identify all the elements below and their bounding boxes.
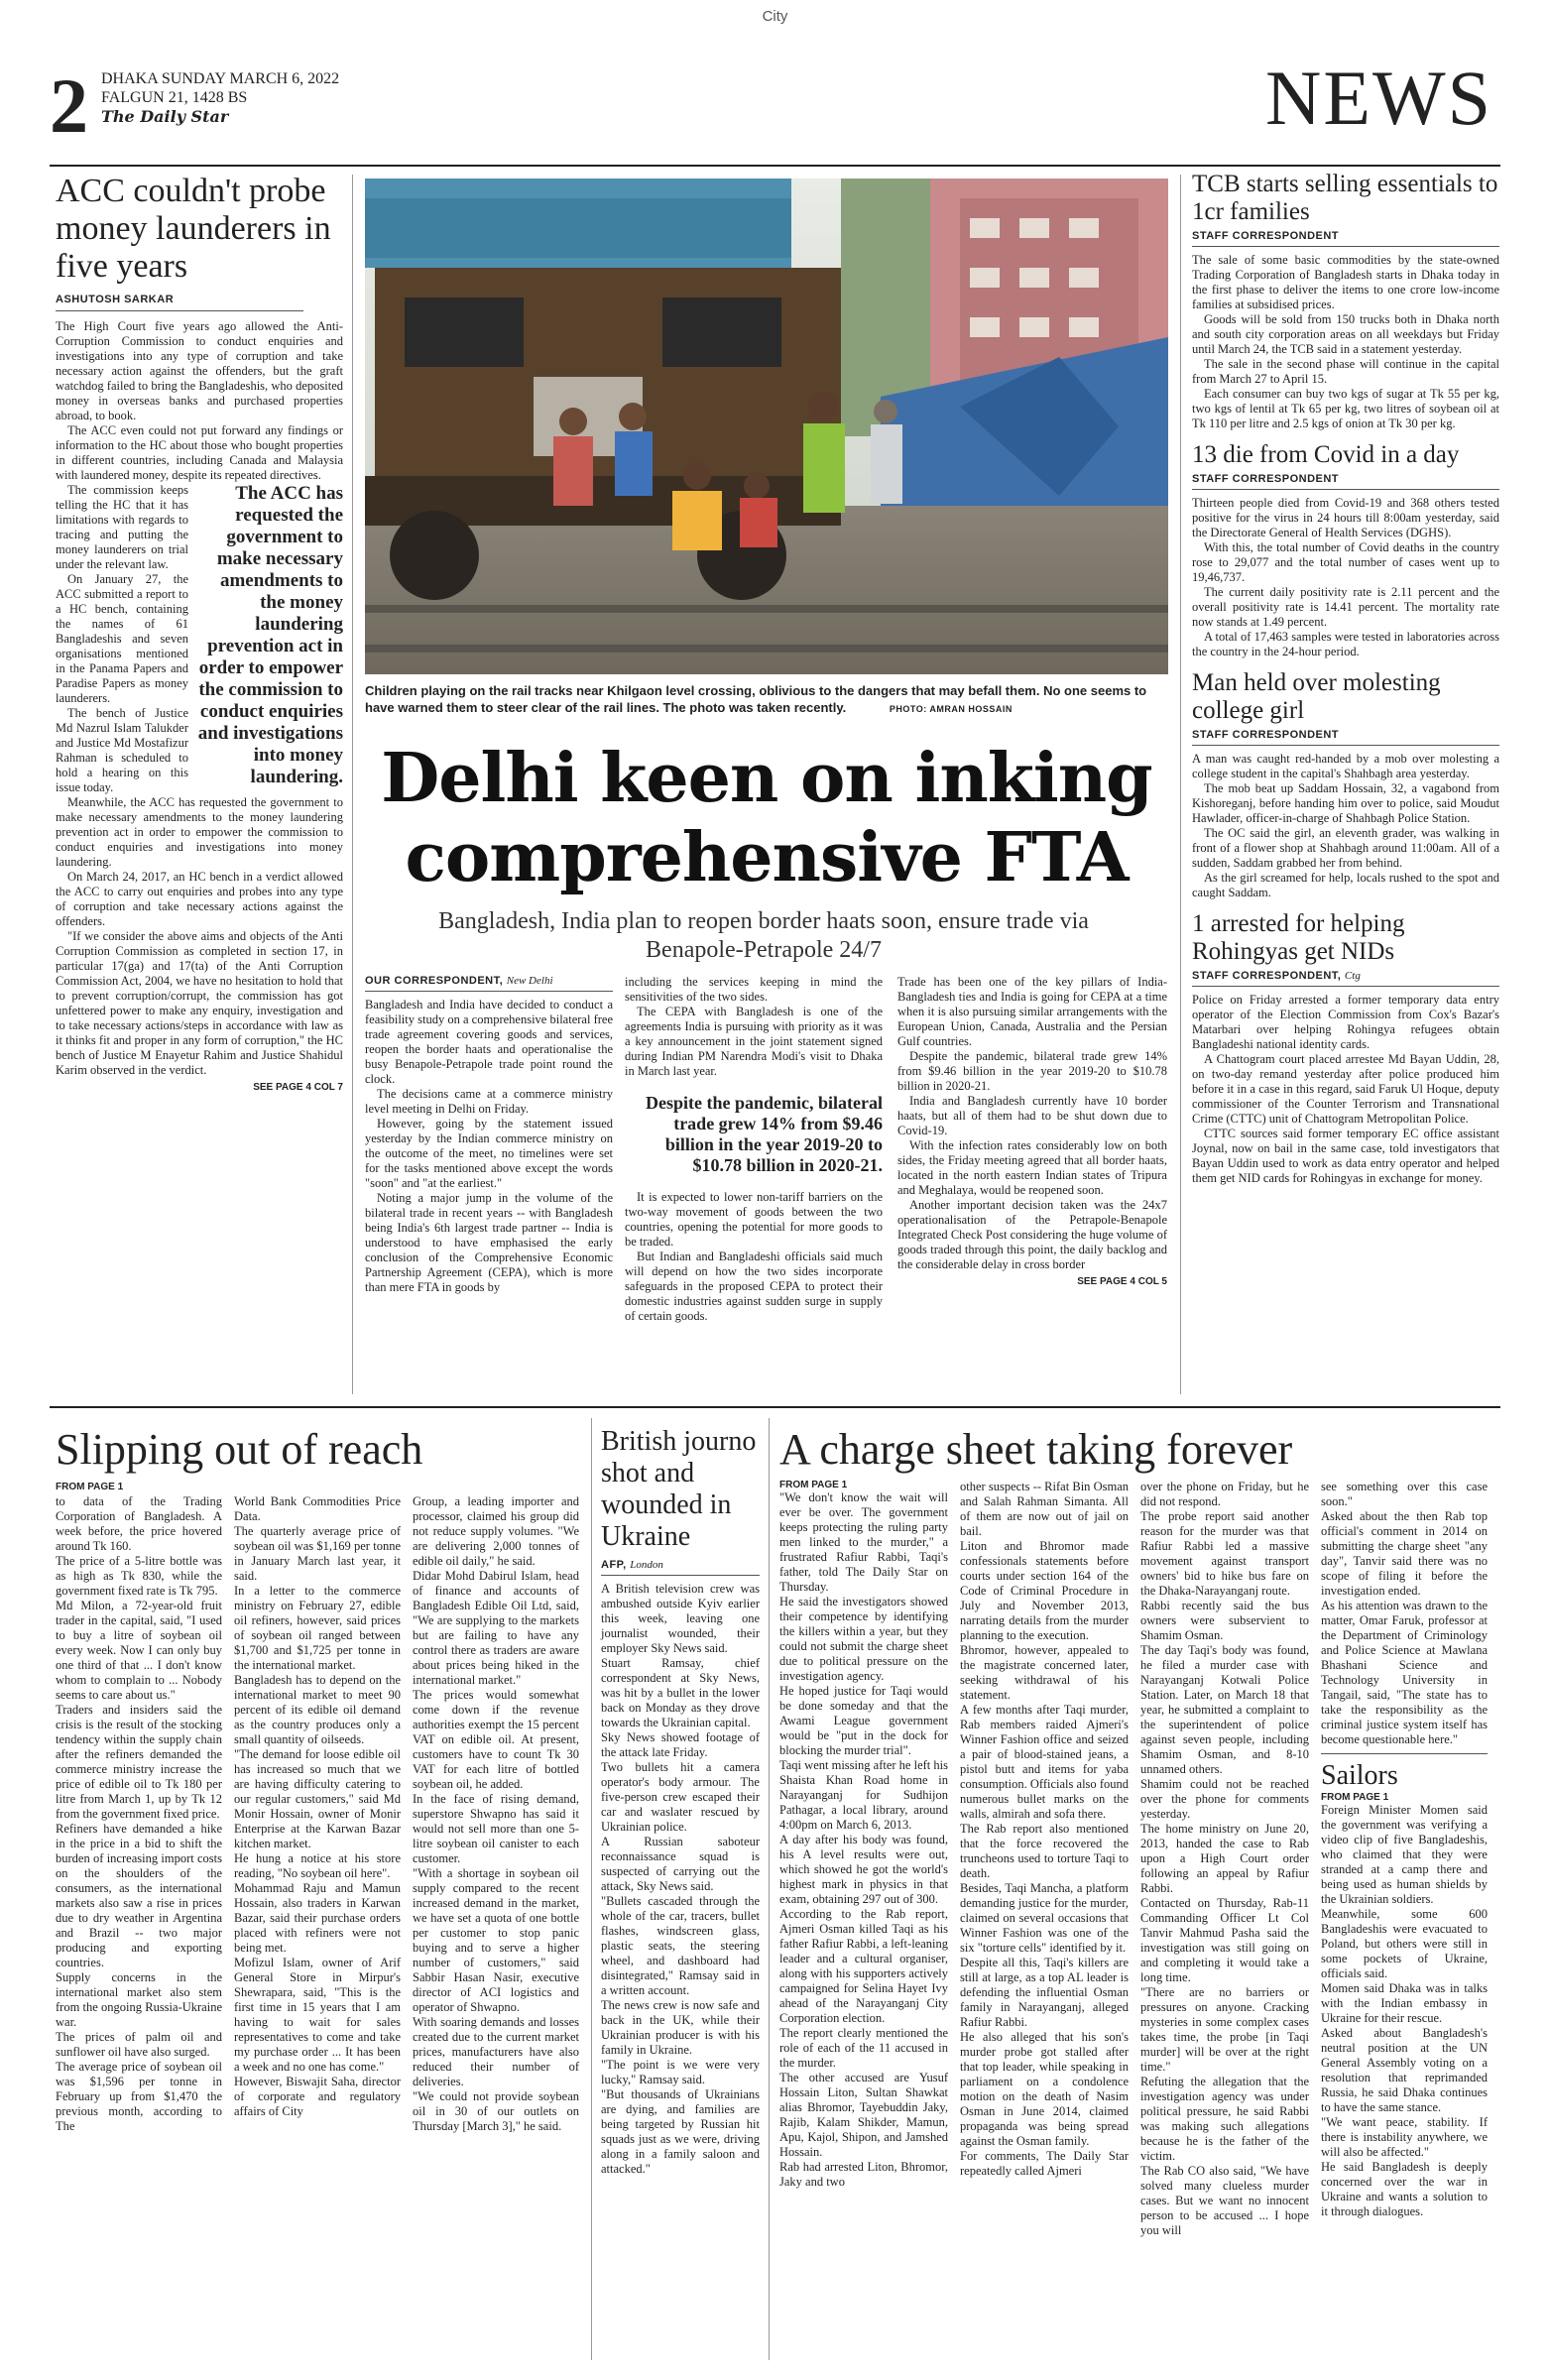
paragraph: The ACC even could not put forward any findings or information to the HC about those who bought properties in different countries, including Canada and Malaysia with laundered money, despite its repeated directives. <box>56 423 343 482</box>
byline-rule <box>601 1575 760 1576</box>
sailors-body: Foreign Minister Momen said the government was verifying a video clip of five Bangladeshis, who claimed that they were stranded at a camp there and being used as human shields by the Ukrainian soldiers. Meanwhile, some 600 Bangladeshis were evacuated to Poland, but others were still in some pockets of Ukraine, officials said. Momen said Dhaka was in talks with the Indian embassy in Ukraine for their rescue. Asked about Bangladesh's neutral position at the UN General Assembly voting on a resolution that reprimanded Russia, he said Dhaka continues to have the same stance. "We want peace, stability. If there is instability anywhere, we will also be affected." He said Bangladesh is deeply concerned over the war in Ukraine and wants a solution to it through dialogues. <box>1321 1803 1488 2218</box>
paragraph: The sale of some basic commodities by the state-owned Trading Corporation of Bangladesh starts in Dhaka today in the first phase to deliver the items to one crore low-income families at subsidised prices. <box>1192 253 1499 311</box>
reach-headline: Slipping out of reach <box>56 1425 423 1474</box>
paragraph: Police on Friday arrested a former temporary data entry operator of the Election Commission from Cox's Bazar's Matarbari over helping Rohingya refugees obtain Bangladeshi national identity cards. <box>1192 993 1499 1051</box>
charge-headline: A charge sheet taking forever <box>779 1425 1293 1474</box>
paragraph: With this, the total number of Covid deaths in the country rose to 29,077 and the total number of cases went up to 19,46,737. <box>1192 540 1499 584</box>
fta-pullquote: Despite the pandemic, bilateral trade grew 14% from $9.46 billion in the year 2019-20 to $10.78 billion in 2020-21. <box>646 1093 883 1175</box>
paragraph: Thirteen people died from Covid-19 and 368 others tested positive for the virus in 24 hours till 8:00am yesterday, said the Directorate General of Health Services (DGHS). <box>1192 496 1499 539</box>
acc-body <box>56 319 343 1078</box>
paragraph: Trade has been one of the key pillars of India-Bangladesh ties and India is going for CEPA at a time when it is also pursuing similar arrangements with the European Union, Canada, Australia and the Persian Gulf countries. <box>897 975 1167 1048</box>
paragraph: However, going by the statement issued yesterday by the Indian commerce ministry on the outcome of the meet, no timelines were set for the tasks mentioned above except the words "soon" and "at the earliest." <box>365 1117 613 1190</box>
byline-rule <box>56 310 303 311</box>
paragraph: A total of 17,463 samples were tested in laboratories across the country in the 24-hour period. <box>1192 630 1499 658</box>
rohingya-body <box>1192 993 1499 1186</box>
byline-rule <box>365 991 613 992</box>
fta-dek: Bangladesh, India plan to reopen border haats soon, ensure trade via Benapole-Petrapole 24/7 <box>438 908 1089 963</box>
reach-col-1: to data of the Trading Corporation of Bangladesh. A week before, the price hovered around Tk 160. The price of a 5-litre bottle was as high as Tk 830, while the government fixed rate is Tk 795. Md Milon, a 72-year-old fruit trader in the capital, said, "I used to buy a litre of soybean oil every week. Now I can only buy one third of that ... I don't know whom to complain to ... Nobody seems to care about us." Traders and insiders said the crisis is the result of the stocking tendency within the supply chain after the refiners demanded the commerce ministry increase the price of edible oil to Tk 180 per litre from March 1, up by Tk 12 from the government fixed price. Refiners have demanded a hike in the price in a bid to shift the burden of increasing import costs on the shoulders of the consumers, as the international markets also saw a rise in prices due to dry weather in Argentina and Brazil -- two major producing and exporting countries. Supply concerns in the international market also stem from the ongoing Russia-Ukraine war. The prices of palm oil and sunflower oil have also surged. The average price of soybean oil was $1,596 per tonne in February up from $1,470 the previous month, according to The <box>56 1494 222 2133</box>
byline-agency: STAFF CORRESPONDENT, <box>1192 970 1342 982</box>
fta-body-3 <box>897 975 1167 1272</box>
sailors-from-page: FROM PAGE 1 <box>1321 1792 1389 1803</box>
byline-rule <box>1192 489 1499 490</box>
tcb-body <box>1192 253 1499 431</box>
byline-dateline: London <box>630 1559 663 1571</box>
masthead-rule <box>50 165 1500 167</box>
molest-body <box>1192 752 1499 900</box>
reach-from-page: FROM PAGE 1 <box>56 1482 124 1492</box>
reach-columns <box>56 1494 581 2134</box>
covid-body <box>1192 496 1499 659</box>
ukraine-story <box>601 1426 760 2177</box>
fta-column-3 <box>897 975 1167 1287</box>
ukraine-byline <box>601 1559 760 1571</box>
charge-col-4 <box>1321 1480 1488 2238</box>
column-rule <box>1180 175 1181 1394</box>
covid-headline: 13 die from Covid in a day <box>1192 441 1460 468</box>
charge-columns <box>779 1480 1499 2238</box>
fta-body-1 <box>365 998 613 1295</box>
paragraph: A Chattogram court placed arrestee Md Bayan Uddin, 28, on two-day remand yesterday after police produced him before it in a case in this regard, said Faruk Ul Hoque, deputy commissioner of the Counter Terrorism and Transnational Crime (CTTC) unit of Chattogram Metropolitan Police. <box>1192 1052 1499 1126</box>
column-rule <box>591 1418 592 2360</box>
photo-caption <box>365 682 1168 718</box>
charge-col-2: other suspects -- Rifat Bin Osman and Salah Rahman Simanta. All of them are now out of jail on bail. Liton and Bhromor made confessionals statements before courts under section 164 of the Code of Criminal Procedure in July and November 2013, narrating details from the murder planning to the execution. Bhromor, however, appealed to the magistrate concerned later, seeking withdrawal of his statement. A few months after Taqi murder, Rab members raided Ajmeri's Winner Fashion office and seized a pair of blood-stained jeans, a pistol butt and items for yaba consumption. Officials also found numerous bullet marks on the walls, almirah and sofa there. The Rab report also mentioned that the force recovered the truncheons used to torture Taqi to death. Besides, Taqi Mancha, a platform demanding justice for the murder, claimed on several occasions that Winner Fashion was one of the six "torture cells" identified by it. Despite all this, Taqi's killers are still at large, as a top AL leader is defending the influential Osman family in Narayanganj, alleged Rafiur Rabbi. He also alleged that his son's murder probe got stalled after that top leader, while speaking in parliament on a condolence motion on the death of Nasim Osman in June 2014, claimed propaganda was being spread against the Osman family. For comments, The Daily Star repeatedly called Ajmeri <box>960 1480 1129 2178</box>
rohingya-headline: 1 arrested for helping Rohingyas get NIDs <box>1192 910 1405 965</box>
covid-story <box>1192 441 1499 659</box>
paragraph: The commission keeps telling the HC that it has limitations with regards to tracing and putting the money launderers on trial under the relevant law. <box>56 483 188 571</box>
acc-jump[interactable]: SEE PAGE 4 COL 7 <box>253 1082 343 1093</box>
paragraph: The bench of Justice Md Nazrul Islam Talukder and Justice Md Mostafizur Rahman is scheduled to hold a hearing on this issue today. <box>56 706 188 794</box>
paragraph: The mob beat up Saddam Hossain, 32, a vagabond from Kishoreganj, before handing him over to police, said Moudut Hawlader, officer-in-charge of Shahbagh Police Station. <box>1192 781 1499 825</box>
column-rule <box>352 175 353 1394</box>
byline-agency: AFP, <box>601 1559 627 1571</box>
fta-column-1 <box>365 975 613 1295</box>
fta-headline: Delhi keen on inking comprehensive FTA <box>381 739 1152 897</box>
paragraph: But Indian and Bangladeshi officials said much will depend on how the two sides incorporate safeguards in the proposed CEPA to protect their domestic industries against sudden surge in supply of certain goods. <box>625 1250 883 1323</box>
sailors-headline: Sailors <box>1321 1760 1398 1791</box>
acc-byline: ASHUTOSH SARKAR <box>56 294 175 305</box>
date-bangla: FALGUN 21, 1428 BS <box>101 89 248 106</box>
paragraph: CTTC sources said former temporary EC office assistant Joynal, now on bail in the same case, told investigators that Bayan Uddin used to work as data entry operator and helped them get NID cards for Rohingyas in exchange for money. <box>1192 1127 1499 1185</box>
paragraph: On March 24, 2017, an HC bench in a verdict allowed the ACC to carry out enquiries and probes into any type of corruption and take necessary actions against the offenders. <box>56 870 343 928</box>
paragraph: including the services keeping in mind the sensitivities of the two sides. <box>625 975 883 1004</box>
date-english: DHAKA SUNDAY MARCH 6, 2022 <box>101 70 340 87</box>
paragraph: Bangladesh and India have decided to conduct a feasibility study on a comprehensive bilateral free trade agreement covering goods and services, reopen the border haats and operationalise the busy Benapole-Petrapole trade point round the clock. <box>365 998 613 1086</box>
reach-col-3: Group, a leading importer and processor, claimed his group did not reduce supply volumes. "We are delivering 2,000 tonnes of edible oil daily," he said. Didar Mohd Dabirul Islam, head of finance and accounts of Bangladesh Edible Oil Ltd, said, "We are supplying to the markets but are failing to have any control there as traders are aware about prices being hiked in the international market." The prices would somewhat come down if the revenue authorities exempt the 15 percent VAT on edible oil. At present, customers have to count Tk 30 VAT for each litre of bottled soybean oil, he added. In the face of rising demand, superstore Shwapno has said it would not sell more than one 5-litre soybean oil canister to each customer. "With a shortage in soybean oil supply compared to the recent increased demand in the market, we have set a quota of one bottle per customer to stop panic buying and to serve a higher number of customers," said Sabbir Hasan Nasir, executive director of ACI logistics and operator of Shwapno. With soaring demands and losses created due to the current market prices, manufacturers have also reduced their number of deliveries. "We could not provide soybean oil in 30 of our outlets on Thursday [March 3]," he said. <box>413 1494 579 2133</box>
reach-story <box>56 1426 581 2134</box>
right-briefs <box>1192 171 1499 1186</box>
molest-byline: STAFF CORRESPONDENT <box>1192 729 1340 741</box>
paragraph: Despite the pandemic, bilateral trade grew 14% from $9.46 billion in the year 2019-20 to $10.78 billion in 2020-21. <box>897 1049 1167 1093</box>
charge-col-3: over the phone on Friday, but he did not respond. The probe report said another reason for the murder was that Rafiur Rabbi led a massive movement against transport owners' bid to hike bus fare on the Dhaka-Narayanganj route. Rabbi recently said the bus owners were subservient to Shamim Osman. The day Taqi's body was found, he filed a murder case with Narayanganj Kotwali Police Station. Later, on March 18 that year, he submitted a complaint to the superintendent of police against seven people, including Shamim Osman, and 8-10 unnamed others. Shamim could not be reached over the phone for comments yesterday. The home ministry on June 20, 2013, handed the case to Rab upon a High Court order following an appeal by Rafiur Rabbi. Contacted on Thursday, Rab-11 Commanding Officer Lt Col Tanvir Mahmud Pasha said the investigation was still going on and completing it would take a long time. "There are no barriers or pressures on anyone. Cracking mysteries in some complex cases takes time, the probe [in Taqi murder] will be over at the right time." Refuting the allegation that the investigation agency was under political pressure, he said Rabbi was making such allegations because he is the father of the victim. The Rab CO also said, "We have solved many clueless murder cases. But we want no innocent person to be accused ... I hope you will <box>1140 1480 1309 2237</box>
byline-rule <box>1192 745 1499 746</box>
paragraph: As the girl screamed for help, locals rushed to the spot and caught Saddam. <box>1192 871 1499 899</box>
fta-byline <box>365 975 613 987</box>
page-title: NEWS <box>1265 55 1492 141</box>
fta-column-2 <box>625 975 883 1324</box>
paragraph: The High Court five years ago allowed the Anti-Corruption Commission to conduct enquiries and investigations into any type of corruption and take necessary action against the offenders, but the graft watchdog failed to bring the Bangladeshis, who deposited money in overseas banks and purchased properties abroad, to book. <box>56 319 343 422</box>
page-number: 2 <box>50 62 88 149</box>
photo-credit: PHOTO: AMRAN HOSSAIN <box>889 704 1013 714</box>
acc-story <box>56 173 343 1093</box>
tcb-story <box>1192 171 1499 431</box>
lead-photo <box>365 178 1168 674</box>
paragraph: The CEPA with Bangladesh is one of the agreements India is pursuing with priority as it was a key announcement in the joint statement signed during Indian PM Narendra Modi's visit to Dhaka in March last year. <box>625 1005 883 1078</box>
charge-story <box>779 1426 1499 2238</box>
paragraph: "If we consider the above aims and objects of the Anti Corruption Commission as completed in section 17, in particular 17(ga) and 17(ta) of the Anti Corruption Commission Act, 2004, we have no hesitation to hold that to prevent corruption/corrupt, the commission has got unfettered power to make any enquiry, investigation and to take necessary actions/steps in accordance with law as it thinks fit and proper in any form of corruption," the HC bench of Justice M Enayetur Rahim and Justice Shahidul Karim observed in the verdict. <box>56 929 343 1077</box>
molest-headline: Man held over molesting college girl <box>1192 669 1441 724</box>
paragraph: The OC said the girl, an eleventh grader, was walking in front of a flower shop at Shahbagh around 11:00am. All of a sudden, Saddam grabbed her from behind. <box>1192 826 1499 870</box>
charge-col-4-text: see something over this case soon." Asked about the then Rab top official's comment in 2014 on submitting the charge sheet "any day", Tanvir said there was no scope of filing it before the investigation ended. As his attention was drawn to the matter, Omar Faruk, professor at the Department of Criminology and Police Science at Mawlana Bhashani Science and Technology University in Tangail, said, "The state has to take the responsibility as the criminal justice system itself has become questionable here." <box>1321 1480 1488 1746</box>
rohingya-byline <box>1192 970 1499 982</box>
acc-pullquote: The ACC has requested the government to make necessary amendments to the money laundering prevention act in order to empower the commission to conduct enquiries and investigations into money laundering. <box>197 483 343 787</box>
paragraph: It is expected to lower non-tariff barriers on the two-way movement of goods between the two countries, opening the potential for more goods to be traded. <box>625 1190 883 1249</box>
reach-col-2: World Bank Commodities Price Data. The quarterly average price of soybean oil was $1,169 per tonne in January March last year, it said. In a letter to the commerce ministry on February 27, edible oil refiners, however, said prices of soybean oil ranged between $1,700 and $1,725 per tonne in the international market. Bangladesh has to depend on the international market to meet 90 percent of its edible oil demand as the country produces only a small quantity of oilseeds. "The demand for loose edible oil has increased so much that we are having difficulty catering to our regular customers," said Md Monir Hossain, owner of Monir Enterprise at the Karwan Bazar kitchen market. He hung a notice at his store reading, "No soybean oil here". Mohammad Raju and Mamun Hossain, also traders in Karwan Bazar, said their purchase orders placed with refiners were not being met. Mofizul Islam, owner of Arif General Store in Mirpur's Shewrapara, said, "This is the first time in 15 years that I am having to wait for sales representatives to come and take my purchase order ... It has been a week and no one has come." However, Biswajit Saha, director of corporate and regulatory affairs of City <box>234 1494 401 2118</box>
ukraine-headline: British journo shot and wounded in Ukraine <box>601 1426 757 1552</box>
paragraph: With the infection rates considerably low on both sides, the Friday meeting agreed that all border haats, located in the north eastern Indian states of Tripura and Meghalaya, would be reopened soon. <box>897 1138 1167 1197</box>
fta-body-2 <box>625 975 883 1079</box>
dateline <box>101 69 339 126</box>
acc-headline: ACC couldn't probe money launderers in five years <box>56 173 331 285</box>
paragraph: The sale in the second phase will continue in the capital from March 27 to April 15. <box>1192 357 1499 386</box>
paragraph: A man was caught red-handed by a mob over molesting a college student in the capital's Shahbagh area yesterday. <box>1192 752 1499 780</box>
paper-logo: The Daily Star <box>101 107 229 126</box>
section-rule <box>50 1406 1500 1408</box>
tcb-headline: TCB starts selling essentials to 1cr families <box>1192 171 1498 225</box>
byline-dateline: New Delhi <box>506 975 553 987</box>
paragraph: Another important decision taken was the 24x7 operationalisation of the Petrapole-Benapole Integrated Check Post considering the huge volume of goods traded through this point, the daily backlog and the considerable delay in cross border <box>897 1198 1167 1271</box>
section-label: City <box>762 8 788 25</box>
caption-text: Children playing on the rail tracks near Khilgaon level crossing, oblivious to the dangers that may befall them. No one seems to have warned them to steer clear of the rail lines. The photo was taken recently. <box>365 683 1147 715</box>
paragraph: Goods will be sold from 150 trucks both in Dhaka north and south city corporation areas on all weekdays but Friday until March 24, the TCB said in a statement yesterday. <box>1192 312 1499 356</box>
ukraine-body: A British television crew was ambushed outside Kyiv earlier this week, leaving one journalist wounded, their employer Sky News said. Stuart Ramsay, chief correspondent at Sky News, was hit by a bullet in the lower back on Monday as they drove towards the Ukrainian capital. Sky News showed footage of the attack late Friday. Two bullets hit a camera operator's body armour. The five-person crew escaped their car and waslater rescued by Ukrainian police. A Russian saboteur reconnaissance squad is suspected of carrying out the attack, Sky News said. "Bullets cascaded through the whole of the car, tracers, bullet flashes, windscreen glass, plastic seats, the steering wheel, and dashboard had disintegrated," Ramsay said in a written account. The news crew is now safe and back in the UK, while their Ukrainian producer is with his family in Ukraine. "The point is we were very lucky," Ramsay said. "But thousands of Ukrainians are dying, and families are being targeted by Russian hit squads just as we were, driving along in a family saloon and attacked." <box>601 1582 760 2176</box>
paragraph: The decisions came at a commerce ministry level meeting in Delhi on Friday. <box>365 1087 613 1116</box>
charge-col-1 <box>779 1480 948 2238</box>
covid-byline: STAFF CORRESPONDENT <box>1192 473 1340 485</box>
tcb-byline: STAFF CORRESPONDENT <box>1192 230 1340 242</box>
photo-image <box>365 178 1168 674</box>
byline-dateline: Ctg <box>1344 970 1361 982</box>
paragraph: India and Bangladesh currently have 10 border haats, but all of them had to be shut down due to Covid-19. <box>897 1094 1167 1137</box>
paragraph: Noting a major jump in the volume of the bilateral trade in recent years -- with Bangladesh being India's 6th largest trade partner -- India is understood to have emphasised the early conclusion of the Comprehensive Economic Partnership Agreement (CEPA), which is more than mere FTA in goods by <box>365 1191 613 1294</box>
fta-jump[interactable]: SEE PAGE 4 COL 5 <box>1077 1276 1167 1287</box>
column-rule <box>769 1418 770 2360</box>
paragraph: Meanwhile, the ACC has requested the government to make necessary amendments to the money laundering prevention act in order to empower the commission to conduct enquiries and investigations into money laundering. <box>56 795 343 869</box>
charge-from-page: FROM PAGE 1 <box>779 1480 848 1490</box>
paragraph: On January 27, the ACC submitted a report to a HC bench, containing the names of 61 Bangladeshis and seven organisations mentioned in the Panama Papers and Paradise Papers as money launderers. <box>56 572 188 705</box>
charge-col-1-text: "We don't know the wait will ever be over. The government keeps protecting the ruling party men linked to the murder," a frustrated Rafiur Rabbi, Taqi's father, told The Daily Star on Thursday. He said the investigators showed their competence by identifying the killers within a year, but they could not submit the charge sheet due to political pressure on the investigation agency. He hoped justice for Taqi would be done someday and that the Awami League government would be "put in the dock for blocking the murder trial". Taqi went missing after he left his Shaista Khan Road home in Narayanganj for Sudhijon Pathagar, a local library, around 4:00pm on March 6, 2013. A day after his body was found, his A level results were out, which showed he got the world's highest mark in physics in that exam, obtaining 297 out of 300. According to the Rab report, Ajmeri Osman killed Taqi as his father Rafiur Rabbi, a left-leaning leader and a cultural organiser, along with his supporters actively campaigned for Selina Hayet Ivy ahead of the Narayanganj City Corporation election. The report clearly mentioned the role of each of the 11 accused in the murder. The other accused are Yusuf Hossain Liton, Sultan Shawkat alias Bhromor, Tayebuddin Jaky, Rajib, Kalam Shikder, Mamun, Apu, Kajol, Shipon, and Jamshed Hossain. Rab had arrested Liton, Bhromor, Jaky and two <box>779 1490 948 2189</box>
paragraph: The current daily positivity rate is 2.11 percent and the overall positivity rate is 14.41 percent. The mortality rate now stands at 1.49 percent. <box>1192 585 1499 629</box>
molest-story <box>1192 669 1499 900</box>
story-rule <box>1321 1753 1488 1754</box>
rohingya-story <box>1192 910 1499 1186</box>
byline-rule <box>1192 246 1499 247</box>
fta-body-2b <box>625 1190 883 1324</box>
byline-agency: OUR CORRESPONDENT, <box>365 975 504 987</box>
byline-rule <box>1192 986 1499 987</box>
paragraph: Each consumer can buy two kgs of sugar at Tk 55 per kg, two kgs of lentil at Tk 65 per kg, two litres of soybean oil at Tk 110 per litre and 2.5 kgs of onion at Tk 30 per kg. <box>1192 387 1499 430</box>
